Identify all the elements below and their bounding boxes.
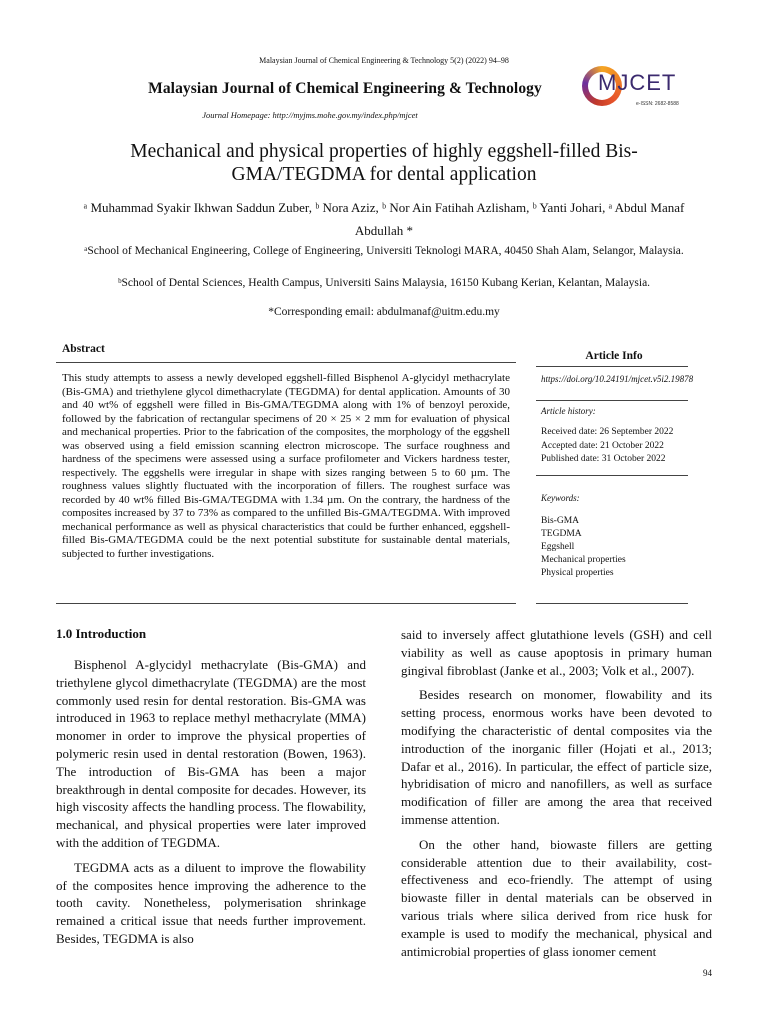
keyword-list: [541, 515, 689, 580]
journal-logo: [578, 64, 708, 112]
paper-title: Mechanical and physical properties of highly eggshell-filled Bis-GMA/TEGDMA for dental application: [130, 141, 638, 185]
article-info-rule-2: [536, 400, 688, 401]
body-paragraph: Besides research on monomer, flowability and its setting process, enormous works have been devoted to modifying the characteristic of dental composites via the introduction of the inorganic filler (Hojati et al., 2013; Dafar et al., 2016). In particular, the effect of particle size, hybridisation of micro and nanofillers, as well as surface modification of filler are among the area that received immense attention.: [401, 687, 712, 827]
article-info-rule-1: [536, 366, 688, 367]
body-column-left: [56, 656, 366, 948]
keyword-item: Bis-GMA: [541, 516, 580, 526]
logo-text: MJCET: [598, 70, 677, 95]
affiliation-a: ᵃSchool of Mechanical Engineering, College of Engineering, Universiti Teknologi MARA, 40450 Shah Alam, Selangor, Malaysia.: [84, 245, 684, 257]
article-history-label: Article history:: [541, 406, 596, 416]
article-history-dates: [541, 426, 689, 467]
published-date: Published date: 31 October 2022: [541, 454, 666, 464]
abstract-bottom-rule: [56, 603, 516, 604]
body-column-right: [401, 626, 712, 960]
body-paragraph: said to inversely affect glutathione levels (GSH) and cell viability as well as cause apoptosis in primary human gingival fibroblast (Janke et al., 2003; Volk et al., 2007).: [401, 627, 712, 678]
author-list: ᵃ Muhammad Syakir Ikhwan Saddun Zuber, ᵇ Nora Aziz, ᵇ Nor Ain Fatihah Azlisham, ᵇ Yanti Johari, ᵃ Abdul Manaf Abdullah *: [83, 200, 685, 238]
body-paragraph: TEGDMA acts as a diluent to improve the flowability of the composites hence improving the adherence to the tooth cavity. Nonetheless, polymerisation shrinkage remained a critical issue that needs further improvement. Besides, TEGDMA is also: [56, 859, 366, 946]
keyword-item: Physical properties: [541, 568, 614, 578]
article-doi-link[interactable]: https://doi.org/10.24191/mjcet.v5i2.19878: [541, 374, 694, 384]
keywords-label: Keywords:: [541, 493, 580, 503]
corresponding-email: *Corresponding email: abdulmanaf@uitm.edu.my: [268, 306, 500, 318]
abstract-top-rule: [56, 362, 516, 363]
logo-issn: e-ISSN: 2682-8588: [636, 101, 679, 107]
abstract-heading: Abstract: [62, 343, 105, 355]
page-number: 94: [703, 968, 712, 978]
section-heading-introduction: 1.0 Introduction: [56, 626, 147, 641]
keyword-item: Mechanical properties: [541, 555, 626, 565]
abstract-text: This study attempts to assess a newly developed eggshell-filled Bisphenol A-glycidyl methacrylate (Bis-GMA) and triethylene glycol dimethacrylate (TEGDMA) for dental application. Amounts of 30 and 40 wt% of eggshell were filled in Bis-GMA/TEGDMA along with 1% of benzoyl peroxide, followed by the fabrication of rectangular specimens of 20 × 25 × 2 mm for evaluation of physical and mechanical properties. Prior to the fabrication of the composites, the morphology of the eggshell was observed using a field emission scanning electron microscope. The surface roughness and hardness of the specimens were assessed using a surface profilometer and Vickers hardness tester, respectively. The eggshells were irregular in shape with sizes ranging between 5 to 60 µm. The roughness values slightly fluctuated with the incorporation of fillers. The roughest surface was recorded by 40 wt% filled Bis-GMA/TEGDMA with 1.34 µm. On the contrary, the hardness of the composites increased by 37 to 73% as compared to the unfilled Bis-GMA/TEGDMA. With improved mechanical performance as well as physical characteristics that could be further enhanced, eggshell-filled Bis-GMA/TEGDMA could be the next potential substitute for sustainable dental materials, subjected to further investigations.: [62, 372, 510, 560]
keyword-item: TEGDMA: [541, 529, 582, 539]
journal-citation: Malaysian Journal of Chemical Engineering & Technology 5(2) (2022) 94–98: [259, 56, 509, 65]
article-info-heading: Article Info: [585, 350, 643, 362]
journal-homepage[interactable]: Journal Homepage: http://myjms.mohe.gov.my/index.php/mjcet: [202, 110, 418, 120]
received-date: Received date: 26 September 2022: [541, 427, 674, 437]
keyword-item: Eggshell: [541, 542, 575, 552]
affiliation-b: ᵇSchool of Dental Sciences, Health Campus, Universiti Sains Malaysia, 16150 Kubang Kerian, Kelantan, Malaysia.: [117, 277, 651, 289]
journal-name: Malaysian Journal of Chemical Engineering & Technology: [148, 80, 542, 97]
body-paragraph: Bisphenol A-glycidyl methacrylate (Bis-GMA) and triethylene glycol dimethacrylate (TEGDMA) are the most commonly used resin for dental restoration. Bis-GMA was introduced in 1963 to replace methyl methacrylate (MMA) monomer in order to improve the physical properties of polymeric resin used in dental restoration (Bowen, 1963). The introduction of Bis-GMA has been a major breakthrough in dental composite for decades. However, its high viscosity affects the handling process. The flowability, mechanical, and physical properties were later improved with the addition of TEGDMA.: [56, 657, 366, 850]
accepted-date: Accepted date: 21 October 2022: [541, 440, 664, 451]
article-info-rule-3: [536, 475, 688, 476]
article-info-rule-4: [536, 603, 688, 604]
body-paragraph: On the other hand, biowaste fillers are getting considerable attention due to their availability, cost-effectiveness and eco-friendly. The attempt of using biowaste filler in dental materials can be observed in various trials where silica derived from rice husk for example is used to modify the mechanical, physical and antimicrobial properties of glass ionomer cement: [401, 836, 712, 959]
